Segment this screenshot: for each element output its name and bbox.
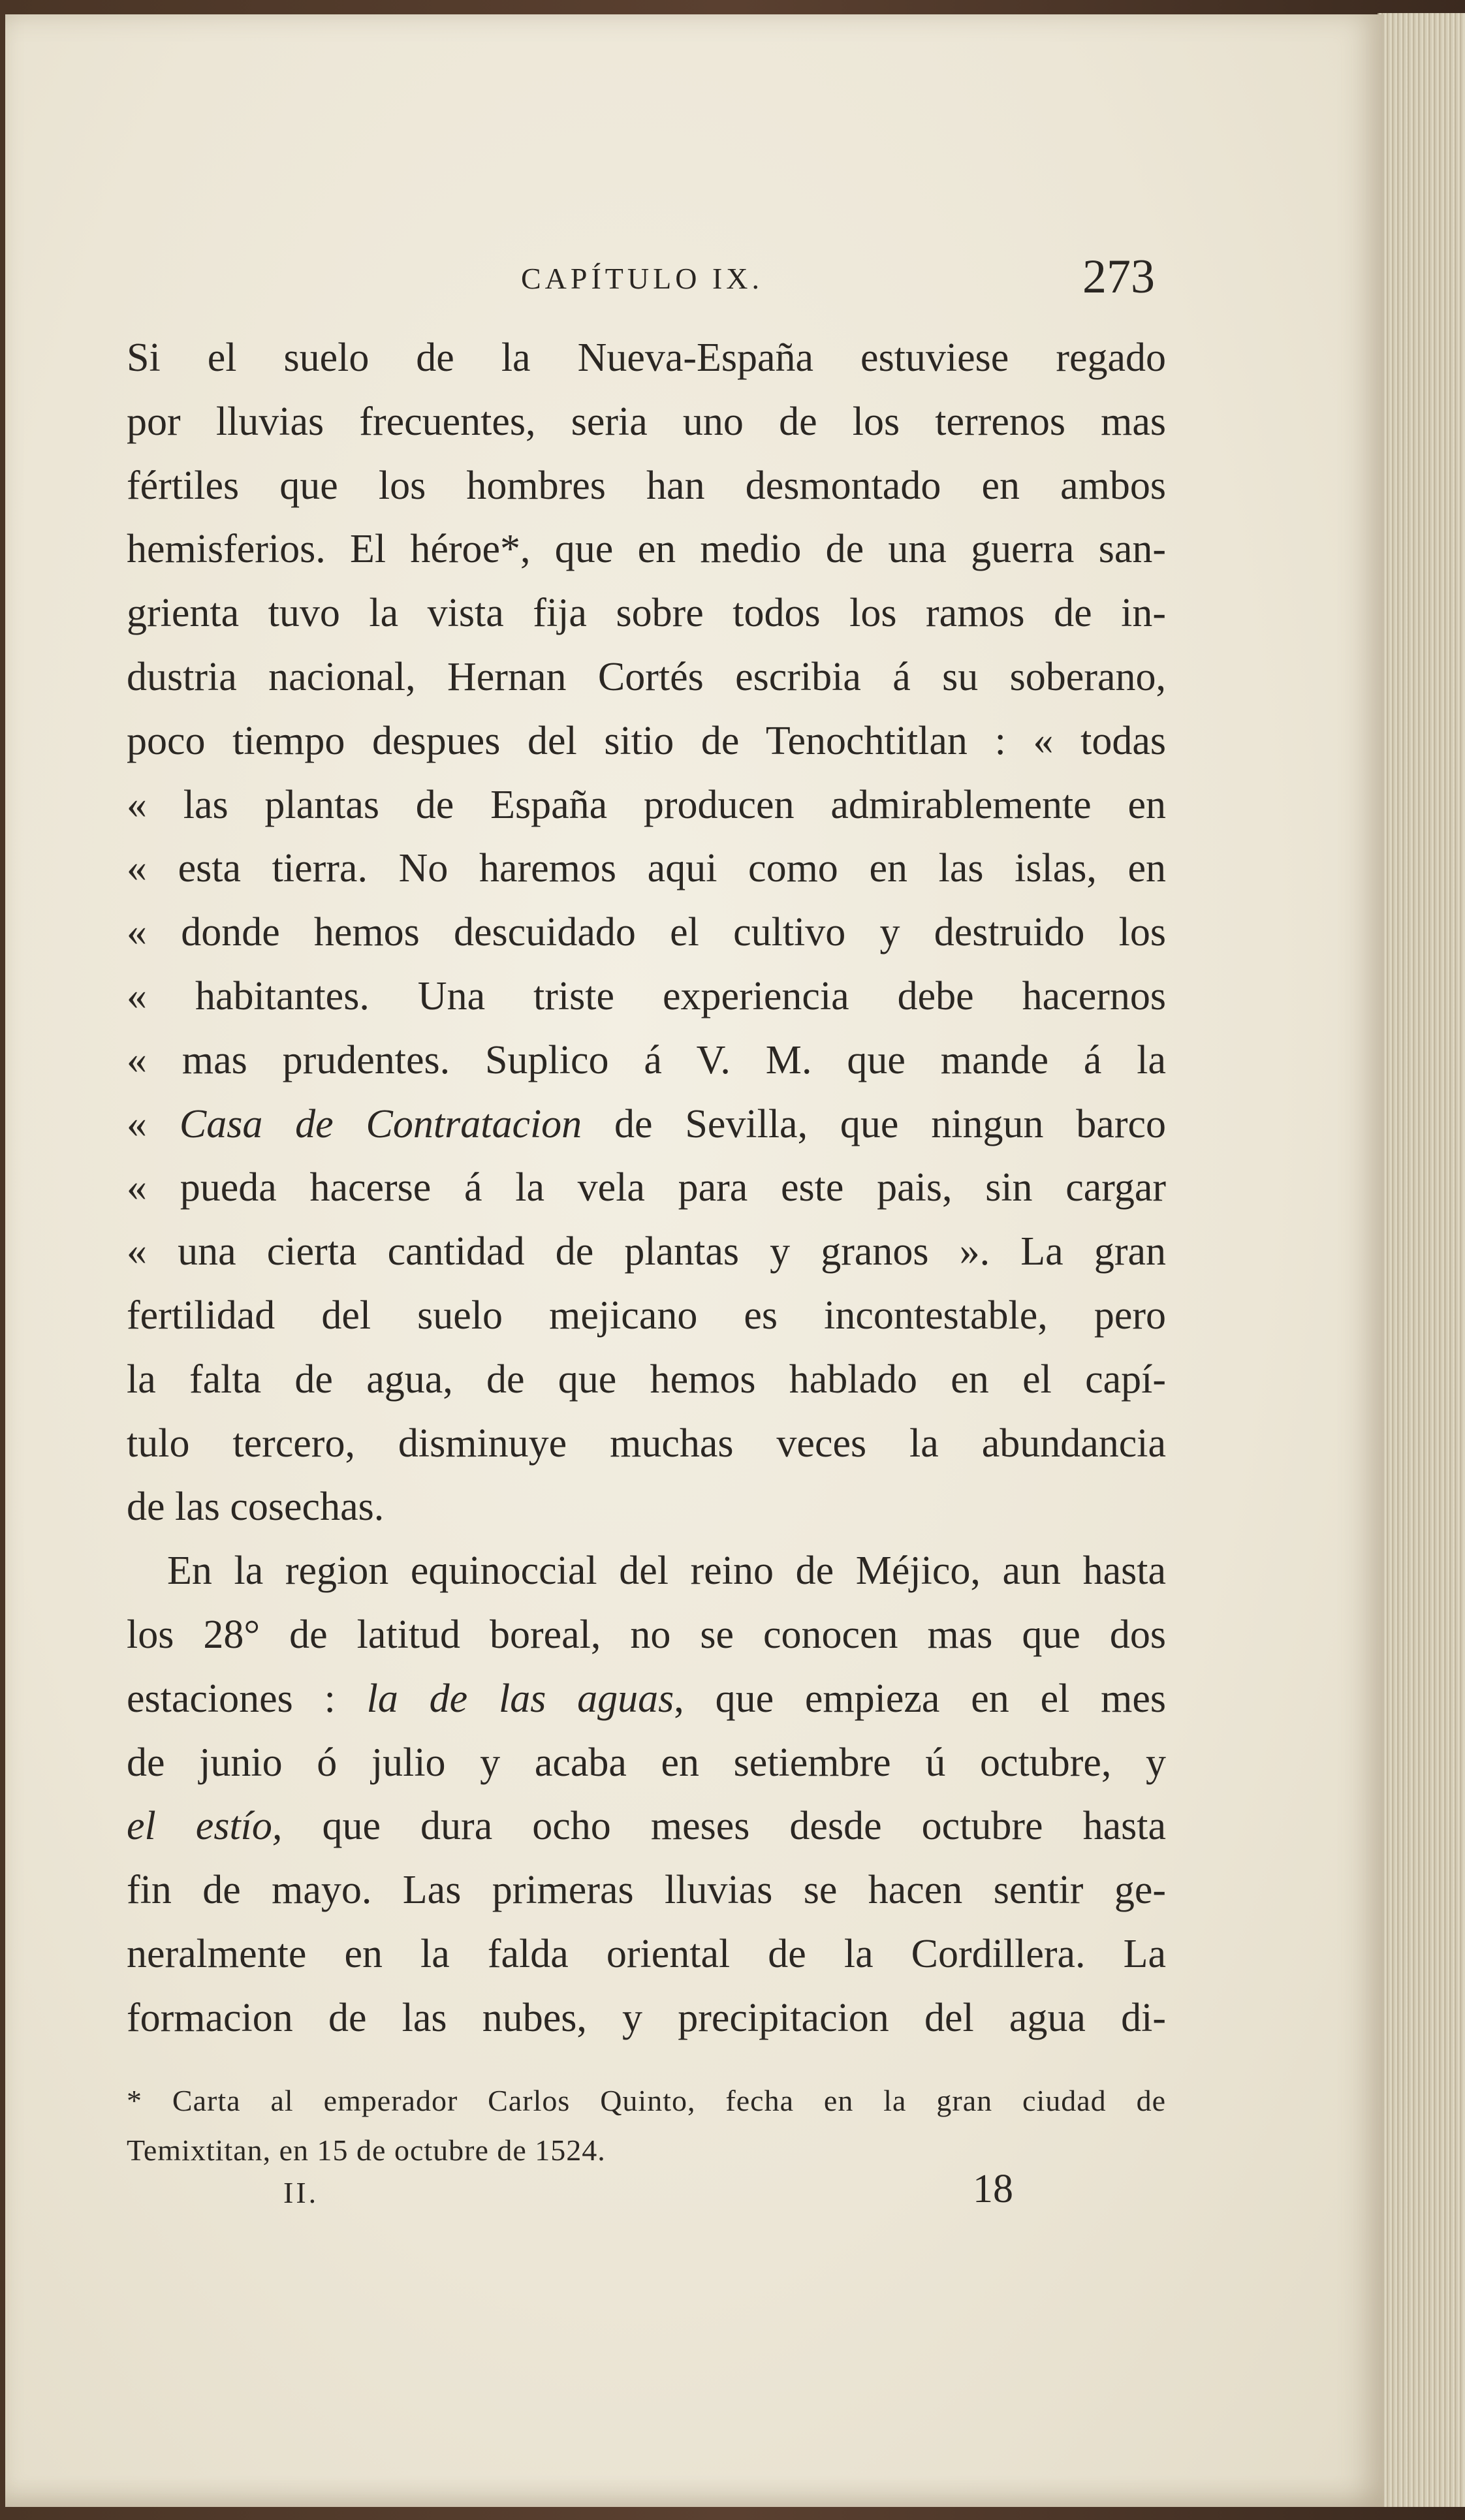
gathering-number: 18 — [973, 2167, 1013, 2211]
footnote-line-2: Temixtitan, en 15 de octubre de 1524. — [127, 2134, 606, 2167]
text-line: fin de mayo. Las primeras lluvias se hacen sentir ge- — [127, 1868, 1166, 1913]
text-line: fertilidad del suelo mejicano es incontestable, pero — [127, 1293, 1166, 1338]
text-line: dustria nacional, Hernan Cortés escribia á su soberano, — [127, 654, 1166, 699]
text-line: neralmente en la falda oriental de la Cordillera. La — [127, 1931, 1166, 1976]
text-line — [127, 1093, 1166, 1157]
body-text — [127, 326, 1166, 2051]
text-segment: , que empieza en el mes — [674, 1676, 1166, 1721]
text-segment: de Sevilla, que ningun barco — [582, 1101, 1166, 1146]
footnote — [127, 2076, 1166, 2175]
text-segment: « — [127, 1101, 180, 1146]
text-line — [127, 1667, 1166, 1731]
text-line: Si el suelo de la Nueva-España estuviese regado — [127, 336, 1166, 380]
text-line: « las plantas de España producen admirablemente en — [127, 782, 1166, 827]
text-line: En la region equinoccial del reino de Méjico, aun hasta — [167, 1549, 1166, 1594]
text-line: la falta de agua, de que hemos hablado en el capí- — [127, 1357, 1166, 1402]
text-line: tulo tercero, disminuye muchas veces la abundancia — [127, 1421, 1166, 1466]
italic-segment: Casa de Contratacion — [179, 1101, 582, 1146]
text-line: « habitantes. Una triste experiencia debe hacernos — [127, 973, 1166, 1018]
text-line: de las cosechas. — [127, 1485, 385, 1530]
italic-segment: la de las aguas — [366, 1676, 674, 1721]
text-line: poco tiempo despues del sitio de Tenochtitlan : « todas — [127, 718, 1166, 763]
text-line — [127, 1795, 1166, 1859]
signature-mark: II. — [283, 2176, 319, 2209]
running-head — [521, 249, 1174, 315]
page-edges — [1378, 13, 1465, 2507]
text-line: fértiles que los hombres han desmontado en ambos — [127, 463, 1166, 508]
text-line: grienta tuvo la vista fija sobre todos los ramos de in- — [127, 591, 1166, 636]
italic-segment: el estío, — [127, 1804, 283, 1849]
page-number: 273 — [1082, 250, 1155, 304]
text-line: « una cierta cantidad de plantas y granos ». La gran — [127, 1229, 1166, 1274]
text-line: formacion de las nubes, y precipitacion del agua di- — [127, 1995, 1166, 2040]
text-segment: que dura ocho meses desde octubre hasta — [282, 1804, 1167, 1849]
text-line: por lluvias frecuentes, seria uno de los terrenos mas — [127, 399, 1166, 444]
text-line: « donde hemos descuidado el cultivo y destruido los — [127, 910, 1166, 955]
text-segment: estaciones : — [127, 1676, 367, 1721]
text-line: « esta tierra. No haremos aqui como en las islas, en — [127, 846, 1166, 891]
text-line: « mas prudentes. Suplico á V. M. que mande á la — [127, 1037, 1166, 1082]
footnote-line-1: * Carta al emperador Carlos Quinto, fecha en la gran ciudad de — [127, 2084, 1166, 2117]
book-page — [5, 14, 1384, 2507]
text-line: hemisferios. El héroe*, que en medio de una guerra san- — [127, 527, 1166, 572]
chapter-title: CAPÍTULO IX. — [521, 262, 763, 295]
text-line: « pueda hacerse á la vela para este pais, sin cargar — [127, 1165, 1166, 1210]
text-line: los 28° de latitud boreal, no se conocen mas que dos — [127, 1612, 1166, 1657]
text-line: de junio ó julio y acaba en setiembre ú octubre, y — [127, 1740, 1166, 1785]
